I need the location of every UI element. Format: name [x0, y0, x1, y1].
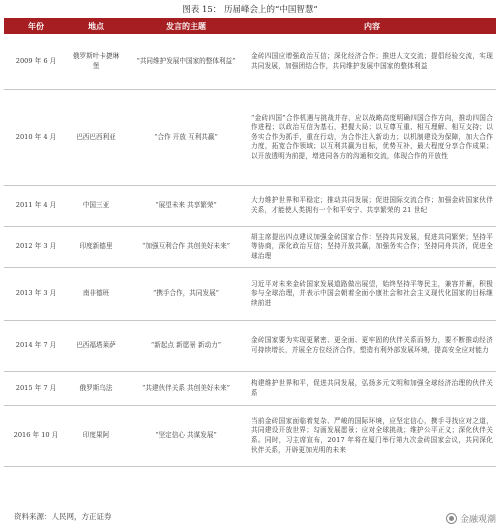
header-row	[4, 18, 496, 34]
cell-year: 2013 年 3 月	[4, 268, 68, 321]
source-note: 资料来源：人民网，方正证券	[14, 512, 112, 521]
cell-location: 印度新德里	[68, 227, 124, 268]
cell-location: 巴西巴西利亚	[68, 90, 124, 186]
cell-location: 中国三亚	[68, 186, 124, 227]
cell-year: 2012 年 3 月	[4, 227, 68, 268]
header-year: 年份	[4, 18, 68, 34]
cell-content: “金砖四国”合作机遇与挑战并存，应以战略高度明确四国合作方向，推动四国合作进程；以政治互信为基石，把握大局；以互尊互重、相互理解、相互支持；以务实合作为抓手，重在行动，为合作注入新动力；以机制建设为保障，加大合作力度，拓宽合作领域；以互利共赢为目标，优势互补，最大程度分享合作成果；以开放透明为前提，增进同各方的沟通和交流，体现合作的开放性	[248, 90, 496, 186]
cell-year: 2011 年 4 月	[4, 186, 68, 227]
table-row	[4, 90, 496, 186]
cell-location: 印度果阿	[68, 406, 124, 467]
cell-theme: “共建伙伴关系 共创美好未来”	[124, 372, 248, 406]
cell-year: 2009 年 6 月	[4, 34, 68, 90]
cell-content: 金砖国家要为实现更紧密、更全面、更牢固的伙伴关系而努力，要不断推动经济可持续增长，并展全方位经济合作，塑造有利外部发展环境，提高安全应对能力	[248, 321, 496, 372]
cell-theme: “加强互利合作 共创美好未来”	[124, 227, 248, 268]
header-theme: 发言的主题	[124, 18, 248, 34]
cell-content: 金砖四国应增强政治互信；深化经济合作；推进人文交流；提倡经验交流，实现共同发展，加强团结合作，共同维护发展中国家的整体利益	[248, 34, 496, 90]
cell-year: 2016 年 10 月	[4, 406, 68, 467]
watermark	[446, 511, 496, 525]
table-row	[4, 186, 496, 227]
cell-year: 2014 年 7 月	[4, 321, 68, 372]
cell-location: 俄罗斯叶卡捷琳堡	[68, 34, 124, 90]
cell-year: 2015 年 7 月	[4, 372, 68, 406]
cell-content: 胡主席提出四点建议加强金砖国家合作：坚持共同发展，促进共同繁荣；坚持平等协商，深化政治互信；坚持开放共赢，加强务实合作；坚持同舟共济，促进全球治理	[248, 227, 496, 268]
table-title: 图表 15： 历届峰会上的“中国智慧”	[182, 5, 318, 15]
cell-theme: “展望未来 共享繁荣”	[124, 186, 248, 227]
summit-table	[4, 18, 496, 467]
watermark-logo-icon	[446, 513, 457, 524]
cell-content: 大力维护世界和平稳定；推动共同发展；促进国际交流合作；加强金砖国家伙伴关系，才能使人类拥有一个和平安宁、共享繁荣的 21 世纪	[248, 186, 496, 227]
cell-theme: “携手合作，共同发展”	[124, 268, 248, 321]
table-row	[4, 227, 496, 268]
cell-theme: “合作 开放 互利共赢”	[124, 90, 248, 186]
table-row	[4, 34, 496, 90]
table-row	[4, 321, 496, 372]
cell-theme: “共同维护发展中国家的整体利益”	[124, 34, 248, 90]
cell-theme: “坚定信心 共谋发展”	[124, 406, 248, 467]
cell-location: 南非德班	[68, 268, 124, 321]
cell-content: 当前金砖国家面临着复杂、严峻的国际环境，应坚定信心，携手寻找应对之道，共同建设开放世界；勾画发展愿景；应对全球挑战；维护公平正义；深化伙伴关系。同时，习主席宣布，2017 年将在厦门举行第九次金砖国家会议，共同深化伙伴关系，开辟更加光明的未来	[248, 406, 496, 467]
cell-content: 构建维护世界和平，促进共同发展，弘扬多元文明和加强全球经济治理的伙伴关系	[248, 372, 496, 406]
cell-content: 习近平对未来金砖国家发展道路做出展望，始终坚持平等民主，兼容并蓄，积极参与全球治理，并表示中国会朝着全面小康社会和社会主义现代化国家的目标继续前进	[248, 268, 496, 321]
cell-year: 2010 年 4 月	[4, 90, 68, 186]
cell-location: 巴西福塔莱萨	[68, 321, 124, 372]
header-location: 地点	[68, 18, 124, 34]
table-row	[4, 372, 496, 406]
watermark-text: 金融观潮	[459, 514, 496, 525]
cell-theme: “新起点 新愿景 新动力”	[124, 321, 248, 372]
header-content: 内容	[248, 18, 496, 34]
table-row	[4, 268, 496, 321]
table-row	[4, 406, 496, 467]
cell-location: 俄罗斯乌法	[68, 372, 124, 406]
